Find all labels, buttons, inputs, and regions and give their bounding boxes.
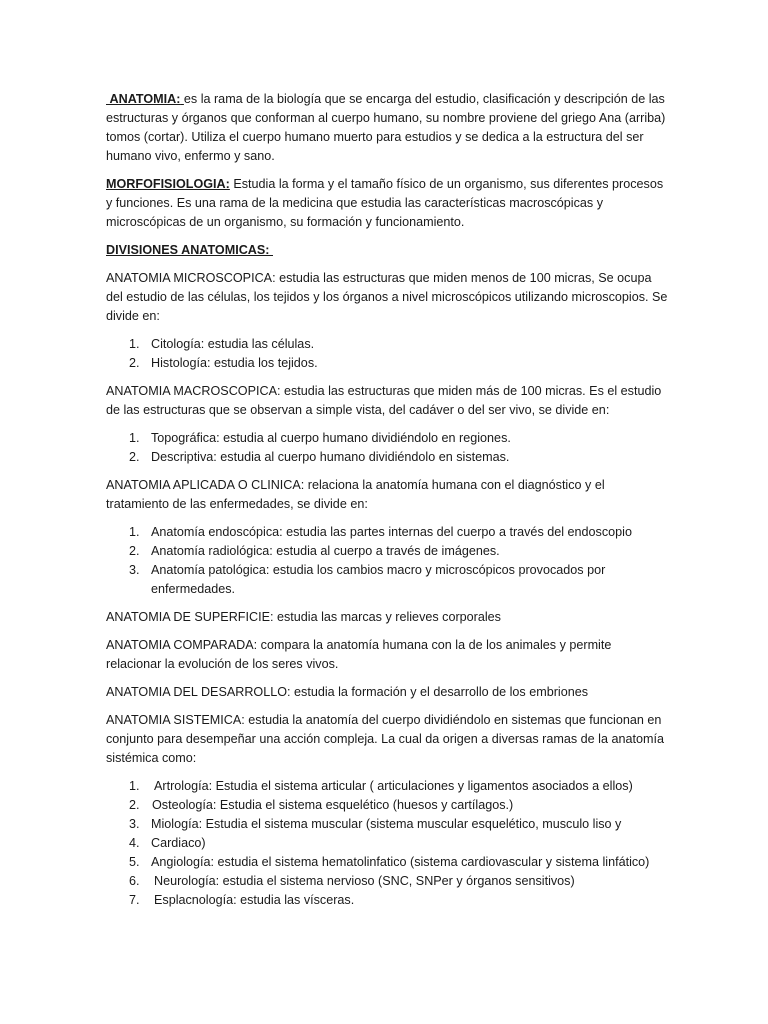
list-item: 1. Artrología: Estudia el sistema articular ( articulaciones y ligamentos asociados a ellos) <box>129 779 633 793</box>
list-item: 4. Cardiaco) <box>129 836 206 850</box>
morfofisiologia-term: MORFOFISIOLOGIA: <box>106 177 230 191</box>
list-item: 1. Topográfica: estudia al cuerpo humano dividiéndolo en regiones. <box>129 431 511 445</box>
list-item: 2. Osteología: Estudia el sistema esquelético (huesos y cartílagos.) <box>129 798 514 812</box>
morfofisiologia-paragraph <box>106 175 668 232</box>
sistemica-paragraph: ANATOMIA SISTEMICA: estudia la anatomía del cuerpo dividiéndolo en sistemas que funcionan en conjunto para desempeñar una acción compleja. La cual da origen a diversas ramas de la anatomía sistémica como: <box>106 713 664 765</box>
microscopica-paragraph: ANATOMIA MICROSCOPICA: estudia las estructuras que miden menos de 100 micras, Se ocupa del estudio de las células, los tejidos y los órganos a nivel microscópicos utilizando microscopios. Se divide en: <box>106 271 668 323</box>
list-item: 2. Histología: estudia los tejidos. <box>129 356 318 370</box>
morfofisiologia-text: Estudia la forma y el tamaño físico de un organismo, sus diferentes procesos y funciones. Es una rama de la medicina que estudia las características macroscópicas y microscópicas de un organismo, su formación y funcionamiento. <box>106 177 664 229</box>
document-page <box>106 90 668 919</box>
anatomia-paragraph <box>106 90 668 166</box>
list-item: 1. Citología: estudia las células. <box>129 337 315 351</box>
anatomia-text: es la rama de la biología que se encarga del estudio, clasificación y descripción de las estructuras y órganos que conforman al cuerpo humano, su nombre proviene del griego Ana (arriba) tomos (cortar). Utiliza el cuerpo humano muerto para estudios y se dedica a la estructura del ser humano vivo, enfermo y sano. <box>106 92 666 163</box>
aplicada-paragraph: ANATOMIA APLICADA O CLINICA: relaciona la anatomía humana con el diagnóstico y el tratamiento de las enfermedades, se divide en: <box>106 478 605 511</box>
list-item: 5. Angiología: estudia el sistema hematolinfatico (sistema cardiovascular y sistema linfático) <box>129 855 650 869</box>
sistemica-list <box>106 777 668 910</box>
list-item: 1. Anatomía endoscópica: estudia las partes internas del cuerpo a través del endoscopio <box>129 525 632 539</box>
list-item: 7. Esplacnología: estudia las vísceras. <box>129 893 355 907</box>
aplicada-list <box>106 523 668 599</box>
list-item: 3. Anatomía patológica: estudia los cambios macro y microscópicos provocados por enfermedades. <box>129 563 606 596</box>
comparada-paragraph: ANATOMIA COMPARADA: compara la anatomía humana con la de los animales y permite relacionar la evolución de los seres vivos. <box>106 638 612 671</box>
list-item: 2. Descriptiva: estudia al cuerpo humano dividiéndolo en sistemas. <box>129 450 510 464</box>
divisiones-heading-text: DIVISIONES ANATOMICAS: <box>106 243 270 257</box>
superficie-paragraph: ANATOMIA DE SUPERFICIE: estudia las marcas y relieves corporales <box>106 610 501 624</box>
macroscopica-list <box>106 429 668 467</box>
list-item: 3. Miología: Estudia el sistema muscular (sistema muscular esquelético, musculo liso y <box>129 817 622 831</box>
macroscopica-paragraph: ANATOMIA MACROSCOPICA: estudia las estructuras que miden más de 100 micras. Es el estudio de las estructuras que se observan a simple vista, del cadáver o del ser vivo, se divide en: <box>106 384 662 417</box>
list-item: 2. Anatomía radiológica: estudia al cuerpo a través de imágenes. <box>129 544 500 558</box>
list-item: 6. Neurología: estudia el sistema nervioso (SNC, SNPer y órganos sensitivos) <box>129 874 575 888</box>
desarrollo-paragraph: ANATOMIA DEL DESARROLLO: estudia la formación y el desarrollo de los embriones <box>106 685 589 699</box>
microscopica-list <box>106 335 668 373</box>
divisiones-heading <box>106 241 668 260</box>
anatomia-term: ANATOMIA: <box>109 92 181 106</box>
